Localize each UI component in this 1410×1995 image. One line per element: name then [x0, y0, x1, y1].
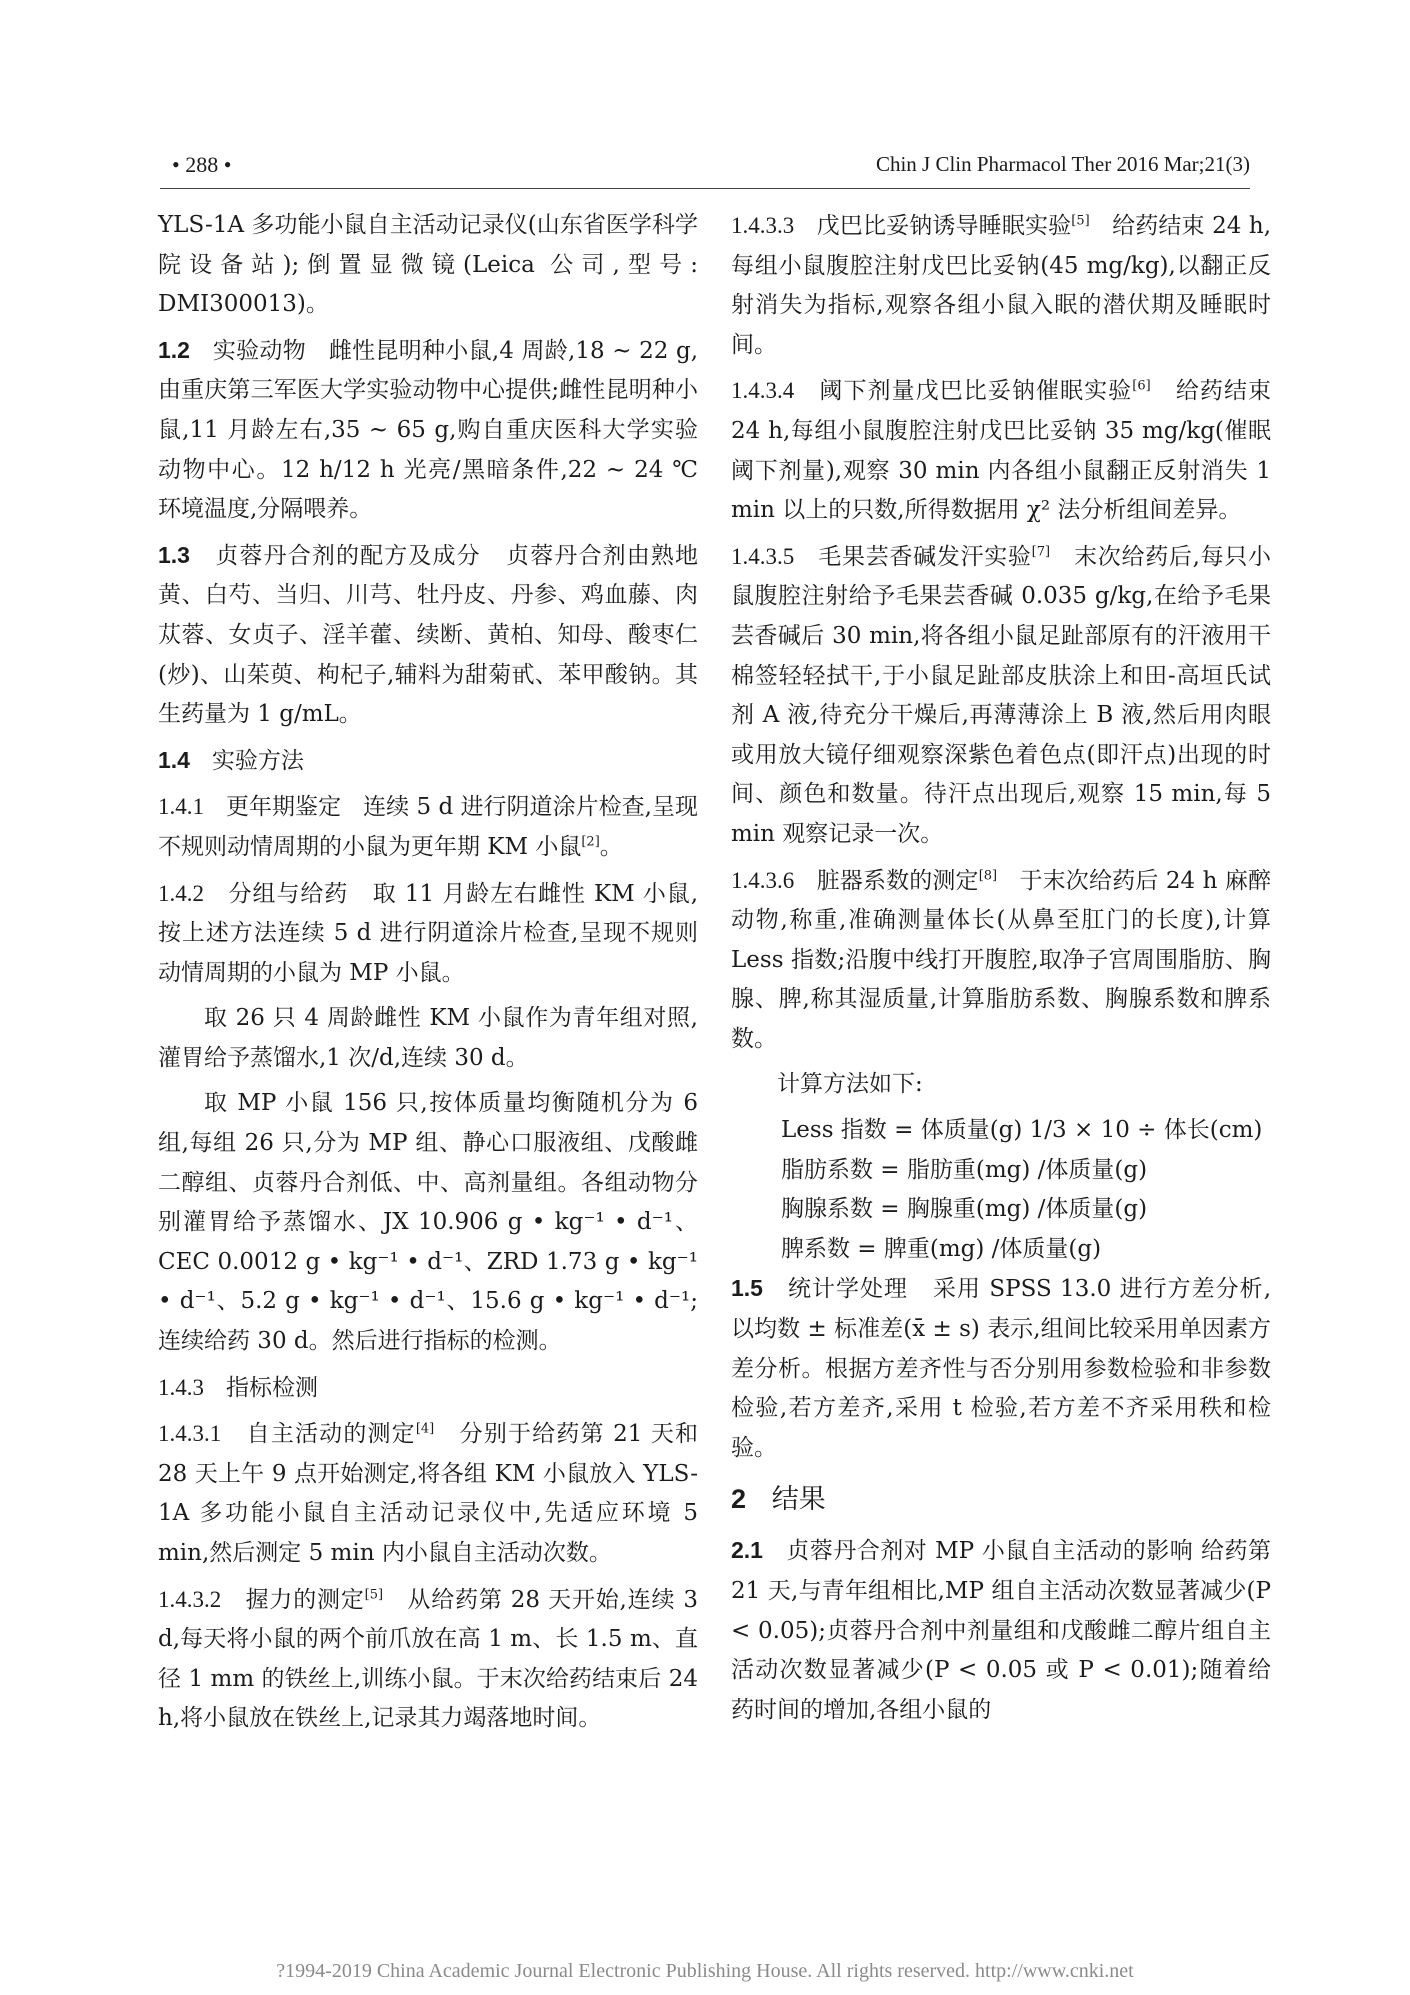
- left-column: [158, 206, 698, 1745]
- section-1-4-1: 1.4.1 更年期鉴定 连续 5 d 进行阴道涂片检查,呈现不规则动情周期的小鼠为更年期 KM 小鼠[2]。: [158, 794, 699, 860]
- section-number: 1.2: [158, 336, 190, 363]
- section-text: 分别于给药第 21 天和 28 天上午 9 点开始测定,将各组 KM 小鼠放入 YLS-1A 多功能小鼠自主活动记录仪中,先适应环境 5 min,然后测定 5 min 内小鼠自主活动次数。: [158, 1421, 699, 1566]
- section-number: 2.1: [731, 1537, 763, 1564]
- section-2-1: [731, 1531, 1271, 1730]
- paragraph-young-group: 取 26 只 4 周龄雌性 KM 小鼠作为青年组对照,灌胃给予蒸馏水,1 次/d,连续 30 d。: [158, 1005, 698, 1071]
- section-text: 采用 SPSS 13.0 进行方差分析,以均数 ± 标准差(x̄ ± s) 表示,组间比较采用单因素方差分析。根据方差齐性与否分别用参数检验和非参数检验,若方差齐,采用 t 检验,若方差不齐采用秩和检验。: [731, 1276, 1271, 1461]
- section-title: 实验动物: [212, 337, 306, 364]
- section-title: 分组与给药: [228, 880, 349, 907]
- calculation-intro: 计算方法如下:: [777, 1071, 923, 1098]
- section-title: 结果: [771, 1484, 826, 1516]
- section-title: 贞蓉丹合剂的配方及成分: [215, 542, 481, 569]
- citation-ref: [2]: [581, 834, 600, 850]
- section-title: 统计学处理: [787, 1276, 909, 1303]
- section-title: 贞蓉丹合剂对 MP 小鼠自主活动的影响: [786, 1538, 1194, 1565]
- section-title: 指标检测: [225, 1374, 318, 1401]
- section-text: 给药结束 24 h,每组小鼠腹腔注射戊巴比妥钠(45 mg/kg),以翻正反射消失为指标,观察各组小鼠入眠的潜伏期及睡眠时间。: [731, 213, 1272, 358]
- section-text: 取 11 月龄左右雌性 KM 小鼠,按上述方法连续 5 d 进行阴道涂片检查,呈现不规则动情周期的小鼠为 MP 小鼠。: [158, 880, 699, 986]
- section-text: 贞蓉丹合剂由熟地黄、白芍、当归、川芎、牡丹皮、丹参、鸡血藤、肉苁蓉、女贞子、淫羊藿、续断、黄柏、知母、酸枣仁(炒)、山茱萸、枸杞子,辅料为甜菊甙、苯甲酸钠。其生药量为 1 g/mL。: [158, 542, 699, 728]
- section-number: 1.4.2: [158, 880, 204, 906]
- section-1-4-3: [158, 1368, 698, 1409]
- section-number: 1.4.3: [158, 1374, 204, 1400]
- section-number: 1.4.3.5: [731, 543, 795, 569]
- section-title: 实验方法: [211, 747, 304, 774]
- section-title: 脏器系数的测定: [816, 867, 979, 894]
- section-1-3: [158, 536, 698, 735]
- citation-ref: [6]: [1132, 378, 1151, 394]
- section-1-4-2: [158, 874, 698, 994]
- section-number: 1.3: [158, 541, 190, 568]
- citation-ref: [5]: [364, 1586, 384, 1602]
- section-text: 从给药第 28 天开始,连续 3 d,每天将小鼠的两个前爪放在高 1 m、长 1.5 m、直径 1 mm 的铁丝上,训练小鼠。于末次给药结束后 24 h,将小鼠放在铁丝上,记录其力竭落地时间。: [158, 1586, 699, 1732]
- section-text: 连续 5 d 进行阴道涂片检查,呈现不规则动情周期的小鼠为更年期 KM 小鼠: [158, 794, 699, 860]
- section-number: 1.4.1: [158, 794, 204, 820]
- section-number: 1.4.3.6: [731, 867, 795, 893]
- page-header: [0, 152, 1410, 188]
- section-1-2: [158, 331, 698, 530]
- paragraph-grouping: 取 MP 小鼠 156 只,按体质量均衡随机分为 6 组,每组 26 只,分为 MP 组、静心口服液组、戊酸雌二醇组、贞蓉丹合剂低、中、高剂量组。各组动物分别灌胃给予蒸馏水、JX 10.906 g • kg⁻¹ • d⁻¹、CEC 0.0012 g • kg⁻¹ • d⁻¹、ZRD 1.73 g • kg⁻¹ • d⁻¹、5.2 g • kg⁻¹ • d⁻¹、15.6 g • kg⁻¹ • d⁻¹;连续给药 30 d。然后进行指标的检测。: [158, 1090, 698, 1355]
- section-number: 1.4.3.2: [158, 1586, 222, 1612]
- section-1-4-3-5: [731, 537, 1271, 855]
- section-text: 给药第 21 天,与青年组相比,MP 组自主活动次数显著减少(P < 0.05);贞蓉丹合剂中剂量组和戊酸雌二醇片组自主活动次数显著减少(P < 0.05 或 P < 0.01);随着给药时间的增加,各组小鼠的: [731, 1538, 1271, 1723]
- section-number: 2: [731, 1484, 747, 1515]
- section-title: 握力的测定: [245, 1586, 365, 1613]
- section-1-4-3-3: [731, 206, 1271, 365]
- copyright-footer: ?1994-2019 China Academic Journal Electronic Publishing House. All rights reserved. http://www.cnki.net: [276, 1960, 1134, 1982]
- formula-thymus-coefficient: 胸腺系数 = 胸腺重(mg) /体质量(g): [781, 1196, 1148, 1223]
- section-1-4: [158, 741, 698, 782]
- citation-ref: [4]: [415, 1421, 435, 1437]
- section-text: 末次给药后,每只小鼠腹腔注射给予毛果芸香碱 0.035 g/kg,在给予毛果芸香碱后 30 min,将各组小鼠足趾部原有的汗液用干棉签轻轻拭干,于小鼠足趾部皮肤涂上和田-高垣氏试剂 A 液,待充分干燥后,再薄薄涂上 B 液,然后用肉眼或用放大镜仔细观察深紫色着色点(即汗点)出现的时间、颜色和数量。待汗点出现后,观察 15 min,每 5 min 观察记录一次。: [731, 543, 1272, 847]
- citation-ref: [5]: [1071, 213, 1090, 229]
- paragraph-equipment: YLS-1A 多功能小鼠自主活动记录仪(山东省医学科学院设备站);倒置显微镜(Leica 公司,型号: DMI300013)。: [158, 212, 698, 318]
- section-text: 给药结束 24 h,每组小鼠腹腔注射戊巴比妥钠 35 mg/kg(催眠阈下剂量),观察 30 min 内各组小鼠翻正反射消失 1 min 以上的只数,所得数据用 χ² 法分析组间差异。: [731, 378, 1272, 524]
- section-number: 1.4.3.4: [731, 378, 795, 404]
- formula-fat-coefficient: 脂肪系数 = 脂肪重(mg) /体质量(g): [781, 1156, 1148, 1183]
- section-title: 更年期鉴定: [226, 794, 342, 821]
- section-1-4-3-6: [731, 861, 1271, 1060]
- section-1-4-3-2: [158, 1580, 698, 1739]
- section-number: 1.4: [158, 746, 190, 773]
- section-1-5: [731, 1269, 1271, 1468]
- section-number: 1.4.3.3: [731, 213, 795, 238]
- section-text: 于末次给药后 24 h 麻醉动物,称重,准确测量体长(从鼻至肛门的长度),计算 Less 指数;沿腹中线打开腹腔,取净子宫周围脂肪、胸腺、脾,称其湿质量,计算脂肪系数、胸腺系数和脾系数。: [731, 867, 1272, 1052]
- section-1-4-3-1: [158, 1414, 698, 1573]
- section-number: 1.5: [731, 1275, 763, 1302]
- section-title: 阈下剂量戊巴比妥钠催眠实验: [819, 378, 1133, 405]
- page-number: • 288 •: [172, 152, 232, 177]
- section-title: 自主活动的测定: [246, 1421, 416, 1448]
- header-rule: [160, 188, 1250, 189]
- journal-citation: Chin J Clin Pharmacol Ther 2016 Mar;21(3): [875, 152, 1250, 176]
- section-1-4-3-4: [731, 371, 1271, 530]
- section-text: 雌性昆明种小鼠,4 周龄,18 ~ 22 g,由重庆第三军医大学实验动物中心提供;雌性昆明种小鼠,11 月龄左右,35 ~ 65 g,购自重庆医科大学实验动物中心。12 h/12 h 光亮/黑暗条件,22 ~ 24 ℃ 环境温度,分隔喂养。: [158, 337, 699, 523]
- citation-ref: [7]: [1031, 544, 1051, 560]
- section-title: 戊巴比妥钠诱导睡眠实验: [816, 213, 1072, 239]
- section-title: 毛果芸香碱发汗实验: [818, 543, 1032, 570]
- formula-less-index: Less 指数 = 体质量(g) 1/3 × 10 ÷ 体长(cm): [781, 1117, 1263, 1144]
- citation-ref: [8]: [978, 867, 998, 883]
- section-number: 1.4.3.1: [158, 1421, 222, 1447]
- right-column: [731, 206, 1271, 1736]
- section-2-heading: [731, 1474, 1271, 1525]
- formula-spleen-coefficient: 脾系数 = 脾重(mg) /体质量(g): [781, 1235, 1102, 1262]
